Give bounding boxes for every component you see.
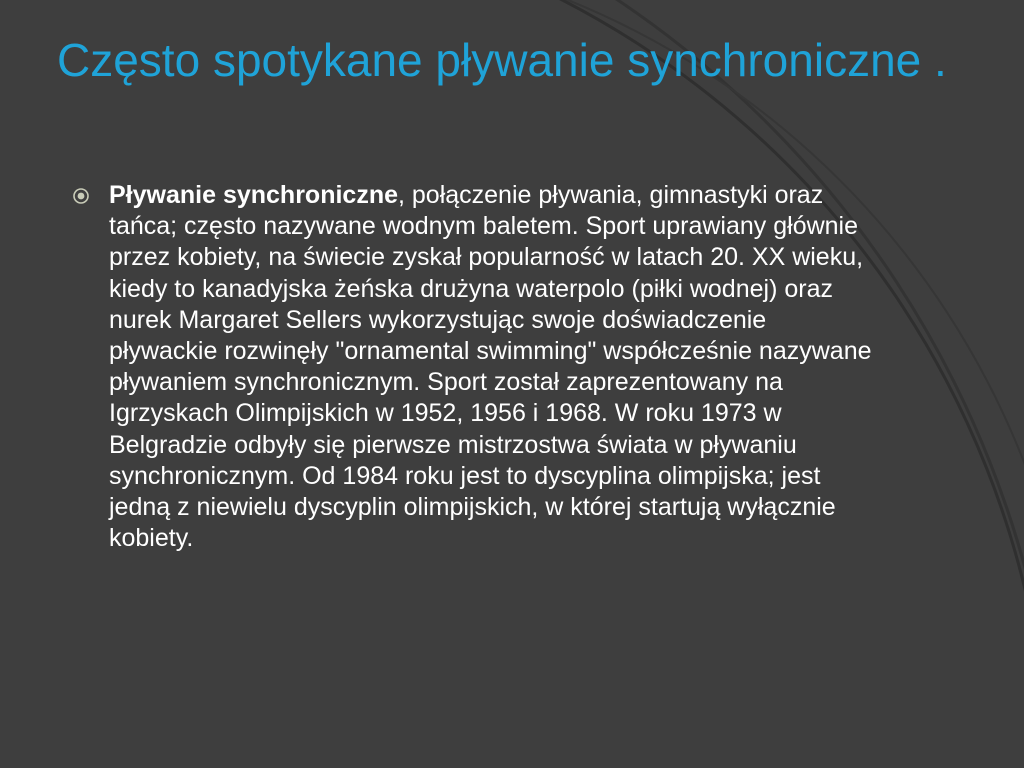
content-body bbox=[72, 180, 872, 554]
bold-term: Pływanie synchroniczne bbox=[109, 181, 398, 209]
slide-title: Często spotykane pływanie synchroniczne . bbox=[57, 34, 947, 86]
body-paragraph bbox=[109, 180, 874, 554]
bullet-circle-icon bbox=[72, 187, 90, 205]
paragraph-text: , połączenie pływania, gimnastyki oraz tańca; często nazywane wodnym baletem. Sport uprawiany głównie przez kobiety, na świecie zyskał popularność w latach 20. XX wieku, kiedy to kanadyjska żeńska drużyna waterpolo (piłki wodnej) oraz nurek Margaret Sellers wykorzystując swoje doświadczenie pływackie rozwinęły "ornamental swimming" współcześnie nazywane pływaniem synchronicznym. Sport został zaprezentowany na Igrzyskach Olimpijskich w 1952, 1956 i 1968. W roku 1973 w Belgradzie odbyły się pierwsze mistrzostwa świata w pływaniu synchronicznym. Od 1984 roku jest to dyscyplina olimpijska; jest jedną z niewielu dyscyplin olimpijskich, w której startują wyłącznie kobiety. bbox=[109, 181, 872, 553]
